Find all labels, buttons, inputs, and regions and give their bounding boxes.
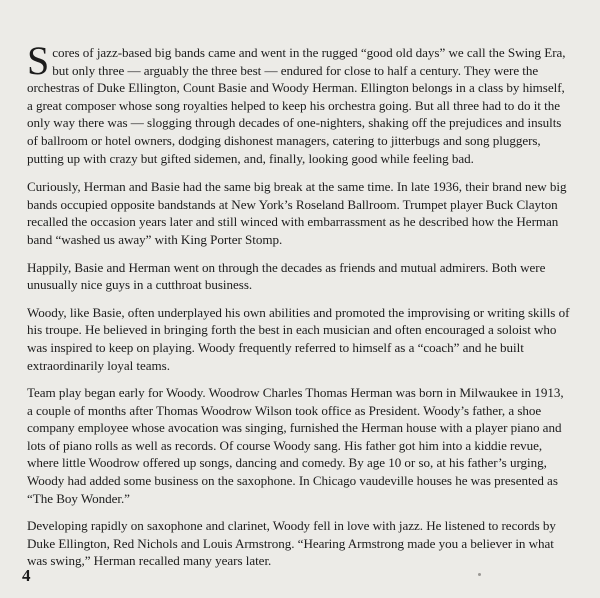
drop-cap: S bbox=[27, 38, 50, 83]
paragraph-3: Happily, Basie and Herman went on through the decades as friends and mutual admirers. Both were unusually nice guys in a cutthroat business. bbox=[27, 259, 546, 293]
paper-speck bbox=[478, 573, 481, 576]
page-number: 4 bbox=[22, 566, 31, 585]
paragraph-2: Curiously, Herman and Basie had the same big break at the same time. In late 1936, their brand new big bands occupied opposite bandstands at New York’s Roseland Ballroom. Trumpet player Buck Clayton recalled the occasion years later and still winced with embarrassment as he described how the Herman band “washed us away” with King Porter Stomp. bbox=[27, 179, 567, 247]
paragraph-6: Developing rapidly on saxophone and clarinet, Woody fell in love with jazz. He listened to records by Duke Ellington, Red Nichols and Louis Armstrong. “Hearing Armstrong made you a believer in what was swing,” Herman recalled many years later. bbox=[27, 518, 556, 569]
paragraph-5: Team play began early for Woody. Woodrow Charles Thomas Herman was born in Milwaukee in 1913, a couple of months after Thomas Woodrow Wilson took office as President. Woody’s father, a shoe company employee whose avocation was singing, furnished the Herman house with a player piano and lots of piano rolls as well as records. Of course Woody sang. His father got him into a kiddie revue, where little Woodrow offered up songs, dancing and comedy. By age 10 or so, at his father’s urging, Woody had added some business on the saxophone. In Chicago vaudeville houses he was presented as “The Boy Wonder.” bbox=[27, 385, 564, 506]
paragraph-1-text: cores of jazz-based big bands came and went in the rugged “good old days” we call the Swing Era, but only three — arguably the three best — endured for close to half a century. They were the orchestras of Duke Ellington, Count Basie and Woody Herman. Ellington belongs in a class by himself, a great composer whose song royalties helped to keep his orchestra going. But all three had to do it the only way there was — slogging through decades of one-nighters, shaking off the prejudices and insults of ballroom or hotel owners, dodging dishonest managers, catering to jitterbugs and song pluggers, putting up with crazy but gifted sidemen, and, finally, looking good while feeling bad. bbox=[27, 45, 566, 166]
paragraph-1 bbox=[27, 38, 570, 167]
paragraph-4: Woody, like Basie, often underplayed his own abilities and promoted the improvising or writing skills of his troupe. He believed in bringing forth the best in each musician and often encouraged a soloist who was inspired to keep on playing. Woody frequently referred to himself as a “coach” and he built extraordinarily loyal teams. bbox=[27, 304, 570, 373]
